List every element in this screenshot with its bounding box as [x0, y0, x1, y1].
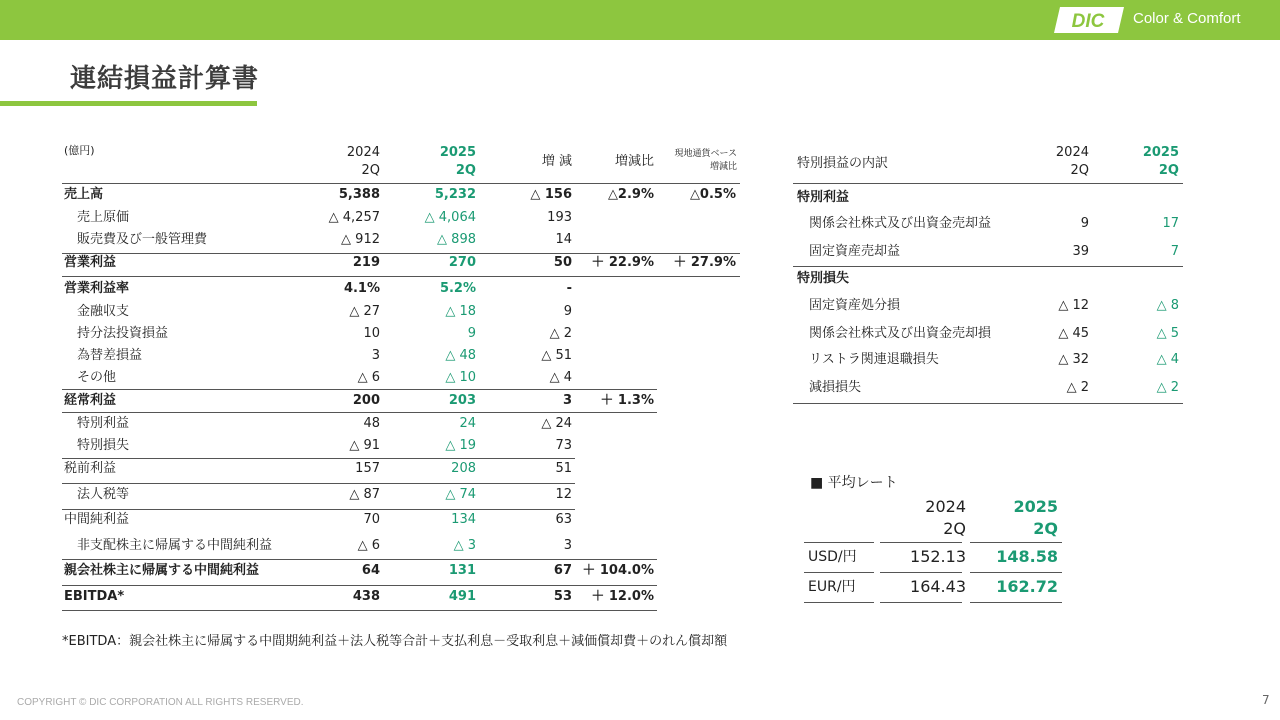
cell-v2024: △ 6: [357, 370, 380, 385]
special-row-label: 特別損失: [797, 271, 850, 286]
cell-diff: △ 156: [530, 187, 572, 202]
cell-v2025: △ 74: [445, 487, 476, 502]
table-row: [62, 278, 740, 300]
table-row: [62, 301, 740, 323]
cell-diff: 50: [553, 255, 572, 270]
cell-v2024: △ 32: [1058, 352, 1089, 367]
rate-header-2025: 2025 2Q: [1013, 497, 1058, 538]
table-divider: [62, 276, 740, 277]
cell-rate: ＋ 12.0%: [591, 589, 654, 604]
cell-v2024: 10: [363, 326, 380, 341]
row-label: 経常利益: [64, 393, 117, 408]
cell-v2025: △ 4: [1156, 352, 1179, 367]
cell-v2025: △ 3: [453, 538, 476, 553]
cell-v2025: 270: [448, 255, 476, 270]
cell-v2024: 219: [352, 255, 380, 270]
cell-v2024: 48: [363, 416, 380, 431]
special-row: [793, 267, 1183, 291]
cell-v2024: △ 87: [349, 487, 380, 502]
table-divider: [62, 559, 657, 560]
cell-v2024: 152.13: [910, 547, 966, 566]
table-divider: [793, 183, 1183, 184]
ebitda-footnote: *EBITDA：親会社株主に帰属する中間期純利益＋法人税等合計＋支払利息－受取利息＋減価償却費＋のれん償却額: [62, 634, 728, 649]
cell-v2025: 203: [448, 393, 476, 408]
table-divider: [880, 542, 962, 543]
cell-rate: ＋ 104.0%: [582, 563, 654, 578]
cell-v2024: 4.1%: [343, 281, 380, 296]
special-header-2024: 2024 2Q: [1055, 145, 1089, 178]
cell-v2024: △ 4,257: [328, 210, 380, 225]
row-label: 非支配株主に帰属する中間純利益: [77, 538, 273, 553]
page-title: 連結損益計算書: [70, 64, 260, 94]
table-divider: [970, 542, 1062, 543]
row-label: EBITDA*: [64, 589, 125, 604]
cell-rate: ＋ 1.3%: [600, 393, 654, 408]
cell-v2024: 39: [1072, 244, 1089, 259]
table-row: [62, 184, 740, 206]
special-row-label: 減損損失: [809, 380, 862, 395]
cell-v2024: 164.43: [910, 577, 966, 596]
table-row: [62, 509, 740, 531]
cell-v2024: 70: [363, 512, 380, 527]
special-row-label: 関係会社株式及び出資金売却損: [809, 326, 992, 341]
cell-v2025: △ 18: [445, 304, 476, 319]
cell-v2024: 157: [355, 461, 380, 476]
row-label: その他: [77, 370, 117, 385]
row-label: 特別利益: [77, 416, 130, 431]
rate-header-2024: 2024 2Q: [925, 497, 966, 538]
table-row: [62, 229, 740, 251]
table-divider: [62, 483, 575, 484]
header-2024: 2024 2Q: [346, 145, 380, 178]
table-row: [62, 207, 740, 229]
copyright: COPYRIGHT © DIC CORPORATION ALL RIGHTS RESERVED.: [17, 697, 304, 708]
cell-v2025: △ 48: [445, 348, 476, 363]
cell-diff: 67: [553, 563, 572, 578]
header-local-currency: 現地通貨ベース 増減比: [674, 149, 737, 172]
special-row: [793, 322, 1183, 346]
cell-v2024: △ 912: [341, 232, 380, 247]
special-header-2025: 2025 2Q: [1142, 145, 1179, 178]
cell-diff: △ 24: [541, 416, 572, 431]
table-row: [62, 458, 740, 480]
cell-v2025: 17: [1162, 216, 1179, 231]
header-2025: 2025 2Q: [439, 145, 476, 178]
table-row: [62, 345, 740, 367]
special-row: [793, 212, 1183, 236]
row-label: 売上原価: [77, 210, 130, 225]
special-row-label: 固定資産処分損: [809, 298, 901, 313]
table-divider: [62, 610, 657, 611]
cell-v2025: 24: [459, 416, 476, 431]
rate-row-label: USD/円: [808, 549, 857, 565]
cell-v2025: △ 2: [1156, 380, 1179, 395]
row-label: 為替差損益: [77, 348, 143, 363]
cell-v2024: 9: [1080, 216, 1089, 231]
cell-v2025: 131: [448, 563, 476, 578]
tagline: Color & Comfort: [1133, 10, 1241, 27]
cell-diff: 3: [563, 538, 572, 553]
table-divider: [62, 509, 575, 510]
cell-v2024: △ 27: [349, 304, 380, 319]
rate-row: [804, 544, 1064, 570]
table-divider: [970, 602, 1062, 603]
cell-v2024: △ 6: [357, 538, 380, 553]
cell-diff: 51: [555, 461, 572, 476]
cell-v2024: 3: [371, 348, 380, 363]
row-label: 金融収支: [77, 304, 130, 319]
cell-local: ＋ 27.9%: [673, 255, 736, 270]
cell-v2025: 148.58: [996, 547, 1058, 566]
cell-v2025: △ 4,064: [424, 210, 476, 225]
table-row: [62, 535, 740, 557]
table-row: [62, 560, 740, 582]
row-label: 中間純利益: [64, 512, 130, 527]
special-row: [793, 240, 1183, 264]
cell-diff: △ 2: [549, 326, 572, 341]
cell-v2024: 64: [361, 563, 380, 578]
special-row: [793, 294, 1183, 318]
special-row-label: 特別利益: [797, 190, 850, 205]
special-row: [793, 376, 1183, 400]
cell-v2024: △ 91: [349, 438, 380, 453]
table-row: [62, 323, 740, 345]
cell-diff: 3: [562, 393, 572, 408]
table-row: [62, 390, 740, 412]
cell-v2024: 200: [352, 393, 380, 408]
special-row-label: リストラ関連退職損失: [809, 352, 939, 367]
rate-table-title: ■ 平均レート: [810, 475, 898, 491]
cell-diff: 9: [563, 304, 572, 319]
cell-diff: 193: [547, 210, 572, 225]
unit-label: (億円): [64, 144, 95, 157]
cell-v2025: △ 898: [437, 232, 476, 247]
row-label: 営業利益: [64, 255, 117, 270]
cell-diff: 63: [555, 512, 572, 527]
cell-v2025: △ 8: [1156, 298, 1179, 313]
cell-diff: -: [566, 281, 572, 296]
table-row: [62, 252, 740, 274]
table-divider: [62, 183, 740, 184]
cell-v2024: 438: [352, 589, 380, 604]
logo-text: DIC: [1071, 11, 1105, 32]
cell-rate: △2.9%: [607, 187, 654, 202]
header-change: 増 減: [541, 154, 572, 169]
cell-v2025: 491: [448, 589, 476, 604]
table-row: [62, 586, 740, 608]
row-label: 法人税等: [77, 487, 130, 502]
table-divider: [62, 585, 657, 586]
special-table-title: 特別損益の内訳: [797, 156, 889, 171]
header-change-rate: 増減比: [614, 154, 654, 169]
table-divider: [62, 412, 657, 413]
dic-logo: [1054, 7, 1124, 33]
cell-diff: △ 4: [549, 370, 572, 385]
table-divider: [793, 403, 1183, 404]
cell-v2025: △ 5: [1156, 326, 1179, 341]
table-divider: [62, 389, 657, 390]
cell-v2025: 162.72: [996, 577, 1058, 596]
cell-v2025: 5.2%: [439, 281, 476, 296]
row-label: 特別損失: [77, 438, 130, 453]
row-label: 販売費及び一般管理費: [77, 232, 208, 247]
rate-row: [804, 574, 1064, 600]
cell-v2024: △ 2: [1066, 380, 1089, 395]
cell-v2025: 9: [467, 326, 476, 341]
row-label: 税前利益: [64, 461, 117, 476]
table-divider: [804, 542, 874, 543]
cell-v2025: △ 10: [445, 370, 476, 385]
cell-rate: ＋ 22.9%: [591, 255, 654, 270]
row-label: 親会社株主に帰属する中間純利益: [64, 563, 260, 578]
table-row: [62, 435, 740, 457]
row-label: 営業利益率: [64, 281, 130, 296]
row-label: 持分法投資損益: [77, 326, 169, 341]
cell-v2025: 5,232: [434, 187, 476, 202]
cell-v2024: 5,388: [338, 187, 380, 202]
cell-diff: △ 51: [541, 348, 572, 363]
table-divider: [804, 572, 874, 573]
cell-v2025: 134: [451, 512, 476, 527]
cell-v2025: △ 19: [445, 438, 476, 453]
table-row: [62, 484, 740, 506]
table-row: [62, 413, 740, 435]
table-divider: [880, 572, 962, 573]
special-row-label: 関係会社株式及び出資金売却益: [809, 216, 992, 231]
table-divider: [804, 602, 874, 603]
page-number: 7: [1262, 693, 1270, 707]
cell-v2025: 208: [451, 461, 476, 476]
row-label: 売上高: [64, 187, 104, 202]
cell-v2025: 7: [1170, 244, 1179, 259]
table-divider: [62, 458, 575, 459]
special-row: [793, 186, 1183, 210]
cell-diff: 14: [555, 232, 572, 247]
cell-v2024: △ 12: [1058, 298, 1089, 313]
table-divider: [970, 572, 1062, 573]
cell-diff: 73: [555, 438, 572, 453]
special-row: [793, 348, 1183, 372]
special-row-label: 固定資産売却益: [809, 244, 901, 259]
cell-v2024: △ 45: [1058, 326, 1089, 341]
title-underline: [0, 101, 257, 106]
cell-local: △0.5%: [689, 187, 736, 202]
rate-row-label: EUR/円: [808, 579, 856, 595]
cell-diff: 53: [553, 589, 572, 604]
table-divider: [880, 602, 962, 603]
table-divider: [62, 253, 740, 254]
table-row: [62, 367, 740, 389]
table-divider: [793, 266, 1183, 267]
cell-diff: 12: [555, 487, 572, 502]
